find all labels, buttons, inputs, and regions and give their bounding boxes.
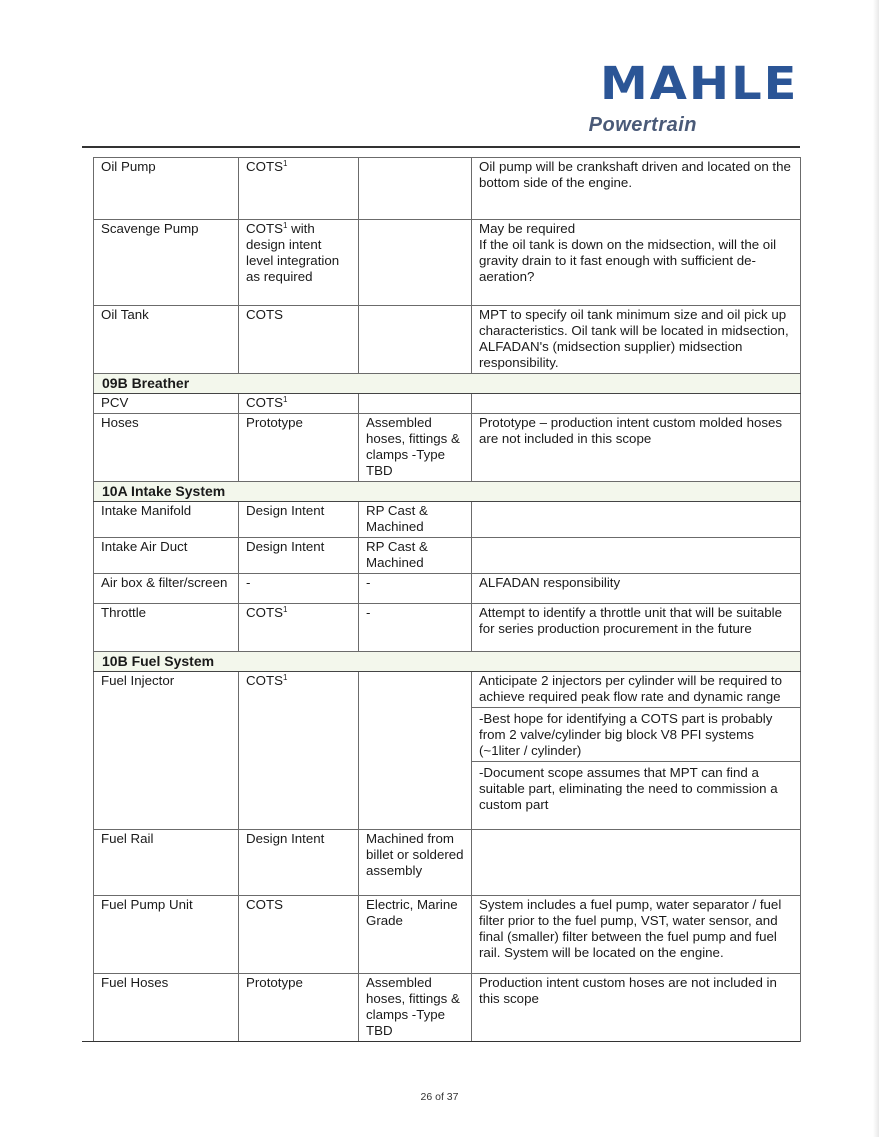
component-name: Throttle [101, 605, 147, 620]
note-text: -Document scope assumes that MPT can find a suitable part, eliminating the need to commission a custom part [472, 761, 800, 813]
component-name: Fuel Pump Unit [101, 897, 193, 912]
type-cell [239, 830, 359, 896]
notes-cell [472, 830, 801, 896]
type-value: Design Intent [246, 503, 325, 518]
notes-cell [472, 604, 801, 652]
type-value: COTS [246, 673, 283, 688]
mahle-logo [600, 57, 799, 111]
notes-cell [472, 220, 801, 306]
type-cell [239, 574, 359, 604]
section-title: 10B Fuel System [102, 653, 215, 669]
section-header-row [94, 482, 801, 502]
footnote-marker: 1 [282, 395, 288, 404]
component-name: Fuel Hoses [101, 975, 169, 990]
component-cell [94, 896, 239, 974]
note-text: May be required If the oil tank is down on the midsection, will the oil gravity drain to it fast enough with sufficient de-aeration? [479, 221, 777, 284]
section-header-row [94, 652, 801, 672]
process-cell [359, 896, 472, 974]
footnote-marker: 1 [282, 605, 288, 614]
notes-cell [472, 538, 801, 574]
type-value: COTS [246, 221, 283, 236]
type-cell [239, 896, 359, 974]
section-title: 09B Breather [102, 375, 190, 391]
process-cell [359, 672, 472, 830]
note-text: System includes a fuel pump, water separator / fuel filter prior to the fuel pump, VST, water sensor, and final (smaller) filter between the fuel pump and fuel rail. System will be located on the engine. [479, 897, 782, 960]
type-cell [239, 158, 359, 220]
note-text: Anticipate 2 injectors per cylinder will be required to achieve required peak flow rate and dynamic range [479, 673, 783, 704]
footnote-marker: 1 [282, 221, 288, 230]
type-value: COTS [246, 307, 283, 322]
scan-edge [873, 0, 879, 1137]
type-value: Prototype [246, 975, 303, 990]
process-value: RP Cast & Machined [366, 503, 428, 534]
component-cell [94, 502, 239, 538]
component-cell [94, 604, 239, 652]
notes-cell [472, 502, 801, 538]
type-cell [239, 604, 359, 652]
component-cell [94, 574, 239, 604]
table-row [94, 414, 801, 482]
page-number: 26 of 37 [420, 1091, 459, 1103]
table-row [94, 502, 801, 538]
type-value: COTS [246, 897, 283, 912]
type-cell [239, 394, 359, 414]
table-row [94, 974, 801, 1042]
section-header-row [94, 374, 801, 394]
table-row [94, 394, 801, 414]
table-row [94, 574, 801, 604]
process-cell [359, 394, 472, 414]
note-text: Oil pump will be crankshaft driven and located on the bottom side of the engine. [479, 159, 791, 190]
process-value: RP Cast & Machined [366, 539, 428, 570]
note-text: -Best hope for identifying a COTS part is probably from 2 valve/cylinder big block V8 PFI systems (~1liter / cylinder) [472, 707, 800, 759]
logo-division: Powertrain [588, 114, 697, 136]
type-cell [239, 672, 359, 830]
notes-cell [472, 158, 801, 220]
type-cell [239, 974, 359, 1042]
component-name: Air box & filter/screen [101, 575, 228, 590]
component-table [93, 157, 801, 1042]
notes-cell [472, 896, 801, 974]
process-value: Assembled hoses, fittings & clamps -Type TBD [366, 975, 460, 1038]
component-cell [94, 220, 239, 306]
note-text: Production intent custom hoses are not included in this scope [479, 975, 777, 1006]
note-text: Attempt to identify a throttle unit that will be suitable for series production procurement in the future [479, 605, 783, 636]
type-cell [239, 306, 359, 374]
process-cell [359, 306, 472, 374]
table-row [94, 830, 801, 896]
type-value: COTS [246, 159, 283, 174]
process-value: Electric, Marine Grade [366, 897, 458, 928]
type-cell [239, 538, 359, 574]
process-cell [359, 574, 472, 604]
table-row [94, 896, 801, 974]
note-text: Prototype – production intent custom molded hoses are not included in this scope [479, 415, 783, 446]
footnote-marker: 1 [282, 159, 288, 168]
component-name: Intake Manifold [101, 503, 192, 518]
table-row [94, 158, 801, 220]
type-value: COTS [246, 605, 283, 620]
note-text: ALFADAN responsibility [479, 575, 621, 590]
notes-cell [472, 414, 801, 482]
process-value: Machined from billet or soldered assembly [366, 831, 464, 878]
table-row [94, 220, 801, 306]
process-cell [359, 220, 472, 306]
component-name: Fuel Rail [101, 831, 154, 846]
section-title: 10A Intake System [102, 483, 226, 499]
process-value: - [366, 575, 371, 590]
component-cell [94, 306, 239, 374]
process-value: - [366, 605, 371, 620]
logo-wordmark: MAHLE [600, 57, 799, 111]
component-cell [94, 158, 239, 220]
process-cell [359, 974, 472, 1042]
type-value: Design Intent [246, 539, 325, 554]
type-cell [239, 414, 359, 482]
type-value: Prototype [246, 415, 303, 430]
process-cell [359, 414, 472, 482]
component-cell [94, 394, 239, 414]
component-name: PCV [101, 395, 129, 410]
type-value: Design Intent [246, 831, 325, 846]
footer-rule [82, 1041, 800, 1042]
component-name: Hoses [101, 415, 139, 430]
component-name: Oil Pump [101, 159, 156, 174]
process-cell [359, 830, 472, 896]
table-row [94, 672, 801, 830]
component-cell [94, 414, 239, 482]
notes-cell [472, 306, 801, 374]
note-text: MPT to specify oil tank minimum size and oil pick up characteristics. Oil tank will be located in midsection, ALFADAN's (midsection supplier) midsection responsibility. [479, 307, 789, 370]
process-cell [359, 604, 472, 652]
type-qualifier: with design intent level integration as required [246, 221, 340, 284]
process-cell [359, 158, 472, 220]
component-cell [94, 830, 239, 896]
process-cell [359, 502, 472, 538]
notes-cell [472, 394, 801, 414]
component-cell [94, 974, 239, 1042]
component-name: Intake Air Duct [101, 539, 188, 554]
component-cell [94, 672, 239, 830]
process-cell [359, 538, 472, 574]
type-value: - [246, 575, 251, 590]
component-cell [94, 538, 239, 574]
table-row [94, 604, 801, 652]
process-value: Assembled hoses, fittings & clamps -Type TBD [366, 415, 460, 478]
type-value: COTS [246, 395, 283, 410]
table-row [94, 306, 801, 374]
table-row [94, 538, 801, 574]
type-cell [239, 220, 359, 306]
component-name: Oil Tank [101, 307, 149, 322]
component-name: Scavenge Pump [101, 221, 199, 236]
header-rule [82, 146, 800, 148]
type-cell [239, 502, 359, 538]
footnote-marker: 1 [282, 673, 288, 682]
notes-cell [472, 974, 801, 1042]
component-name: Fuel Injector [101, 673, 175, 688]
notes-cell [472, 574, 801, 604]
notes-cell [472, 672, 801, 830]
